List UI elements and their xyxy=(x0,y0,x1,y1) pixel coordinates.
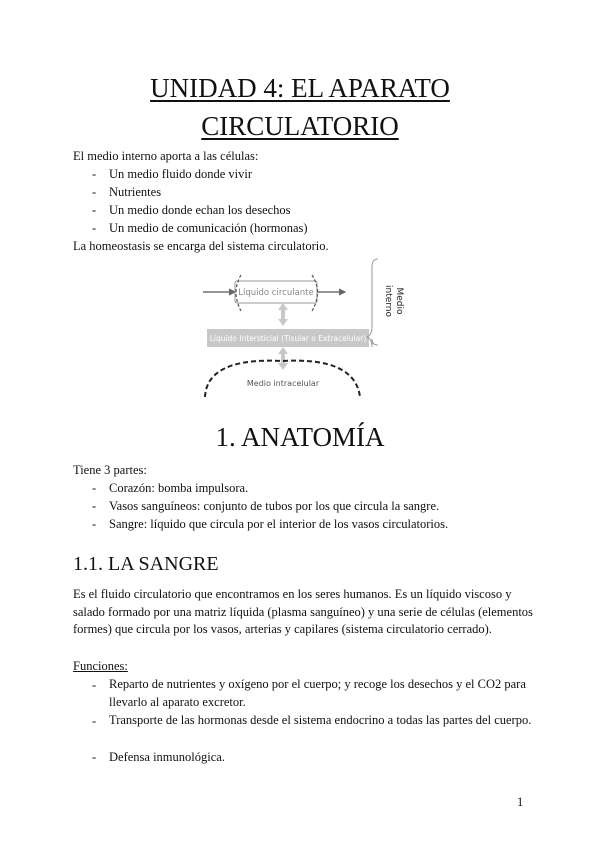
section-heading-sangre: 1.1. LA SANGRE xyxy=(73,553,219,575)
list-item: Un medio de comunicación (hormonas) xyxy=(109,221,308,235)
exchange-arrow-lower xyxy=(278,347,288,370)
list-dash: - xyxy=(92,678,97,692)
list-item: Un medio donde echan los desechos xyxy=(109,203,291,217)
medio-interno-label xyxy=(383,285,404,318)
exchange-arrow-upper xyxy=(278,303,288,326)
intracellular-label: Medio intracelular xyxy=(246,379,320,388)
list-item: Defensa inmunológica. xyxy=(109,750,225,764)
functions-label: Funciones: xyxy=(73,659,128,673)
medio-interno-line-2: interno xyxy=(383,284,393,318)
intro-lead: El medio interno aporta a las células: xyxy=(73,149,259,163)
list-dash: - xyxy=(92,185,97,199)
internal-medium-diagram xyxy=(195,257,420,400)
list-dash: - xyxy=(92,221,97,235)
page-title-line-1: UNIDAD 4: EL APARATO xyxy=(150,73,450,103)
page-title-line-2: CIRCULATORIO xyxy=(201,111,399,141)
list-dash: - xyxy=(92,481,97,495)
list-dash: - xyxy=(92,167,97,181)
list-item: Nutrientes xyxy=(109,185,162,199)
list-item: Reparto de nutrientes y oxígeno por el cuerpo; y recoge los desechos y el CO2 para llevarlo al aparato excretor. xyxy=(109,677,526,709)
homeostasis-text: La homeostasis se encarga del sistema circulatorio. xyxy=(73,239,329,253)
page-number: 1 xyxy=(517,795,524,809)
list-dash: - xyxy=(92,203,97,217)
sangre-paragraph: Es el fluido circulatorio que encontramos en los seres humanos. Es un líquido viscoso y salado formado por una matriz líquida (plasma sanguíneo) y una serie de células (elementos formes) que circula por los vasos, arterias y capilares (sistema circulatorio cerrado). xyxy=(73,587,533,636)
list-item: Corazón: bomba impulsora. xyxy=(109,481,249,495)
list-dash: - xyxy=(92,750,97,764)
list-dash: - xyxy=(92,714,97,728)
list-item: Un medio fluido donde vivir xyxy=(109,167,253,181)
list-item: Vasos sanguíneos: conjunto de tubos por los que circula la sangre. xyxy=(109,499,440,513)
list-item: Sangre: líquido que circula por el interior de los vasos circulatorios. xyxy=(109,517,449,531)
interstitial-liquid-label: Líquido Intersticial (Tisular o Extracelular) xyxy=(209,334,367,343)
medio-interno-line-1: Medio xyxy=(394,287,404,315)
circulating-liquid-label: Líquido circulante xyxy=(238,288,314,298)
list-dash: - xyxy=(92,517,97,531)
list-dash: - xyxy=(92,499,97,513)
section-heading-anatomia: 1. ANATOMÍA xyxy=(215,422,385,452)
list-item: Transporte de las hormonas desde el sistema endocrino a todas las partes del cuerpo. xyxy=(109,713,532,727)
anatomia-lead: Tiene 3 partes: xyxy=(73,463,147,477)
